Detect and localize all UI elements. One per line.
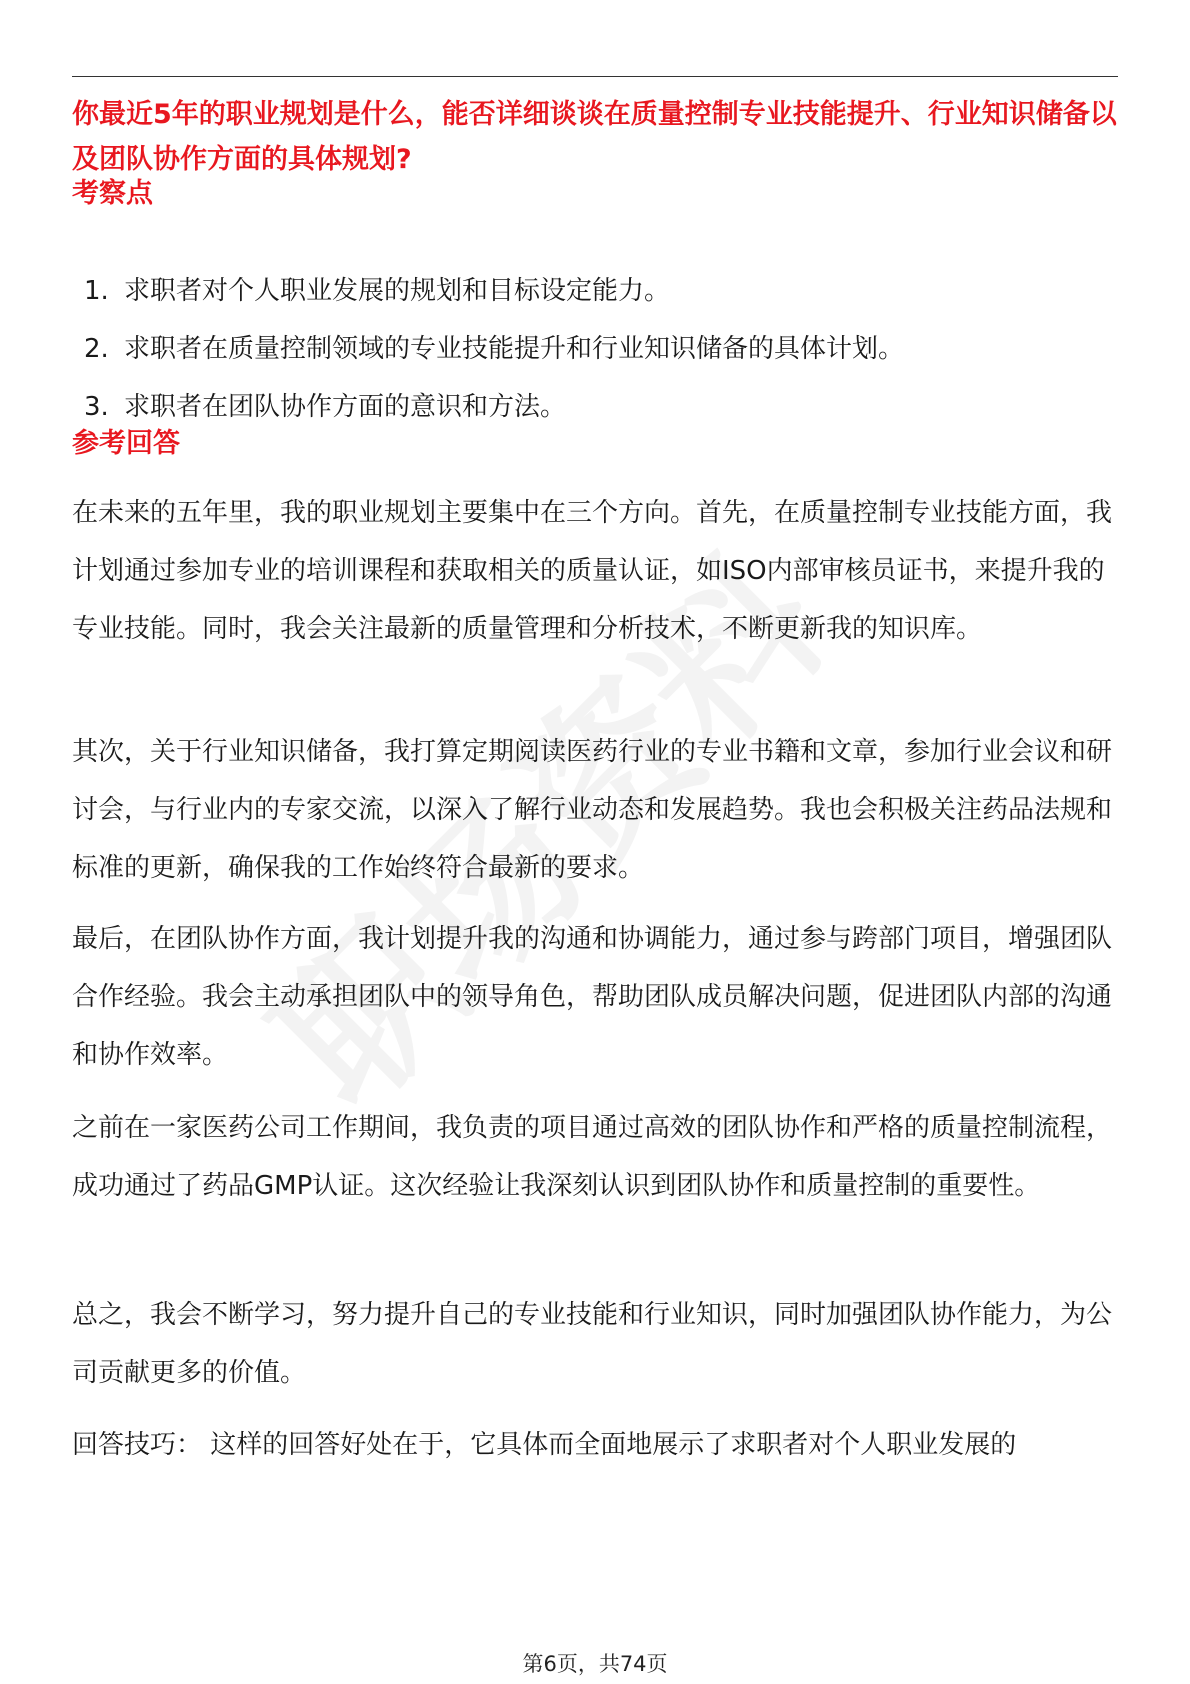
answer-paragraph: 在未来的五年里，我的职业规划主要集中在三个方向。首先，在质量控制专业技能方面，我计划通过参加专业的培训课程和获取相关的质量认证，如ISO内部审核员证书，来提升我的专业技能。同时，我会关注最新的质量管理和分析技术，不断更新我的知识库。 bbox=[72, 498, 1113, 644]
list-item: 2. 求职者在质量控制领域的专业技能提升和行业知识储备的具体计划。 bbox=[84, 334, 905, 364]
question-heading: 你最近5年的职业规划是什么，能否详细谈谈在质量控制专业技能提升、行业知识储备以及团队协作方面的具体规划? bbox=[72, 99, 1117, 175]
list-item: 3. 求职者在团队协作方面的意识和方法。 bbox=[84, 392, 567, 422]
answer-paragraph: 其次，关于行业知识储备，我打算定期阅读医药行业的专业书籍和文章，参加行业会议和研讨会，与行业内的专家交流，以深入了解行业动态和发展趋势。我也会积极关注药品法规和标准的更新，确保我的工作始终符合最新的要求。 bbox=[72, 737, 1113, 883]
points-list bbox=[84, 262, 904, 436]
top-rule bbox=[72, 76, 1118, 77]
answer-paragraph: 总之，我会不断学习，努力提升自己的专业技能和行业知识，同时加强团队协作能力，为公司贡献更多的价值。 bbox=[72, 1300, 1113, 1388]
page-footer: 第6页，共74页 bbox=[522, 1652, 668, 1676]
answer-paragraph: 之前在一家医药公司工作期间，我负责的项目通过高效的团队协作和严格的质量控制流程，成功通过了药品GMP认证。这次经验让我深刻认识到团队协作和质量控制的重要性。 bbox=[72, 1113, 1113, 1201]
section-title-answer: 参考回答 bbox=[72, 428, 180, 459]
answer-tips: 回答技巧： 这样的回答好处在于，它具体而全面地展示了求职者对个人职业发展的 bbox=[72, 1430, 1017, 1460]
answer-paragraph: 最后，在团队协作方面，我计划提升我的沟通和协调能力，通过参与跨部门项目，增强团队合作经验。我会主动承担团队中的领导角色，帮助团队成员解决问题，促进团队内部的沟通和协作效率。 bbox=[72, 924, 1113, 1070]
list-item: 1. 求职者对个人职业发展的规划和目标设定能力。 bbox=[84, 276, 671, 306]
section-title-points: 考察点 bbox=[72, 178, 153, 209]
